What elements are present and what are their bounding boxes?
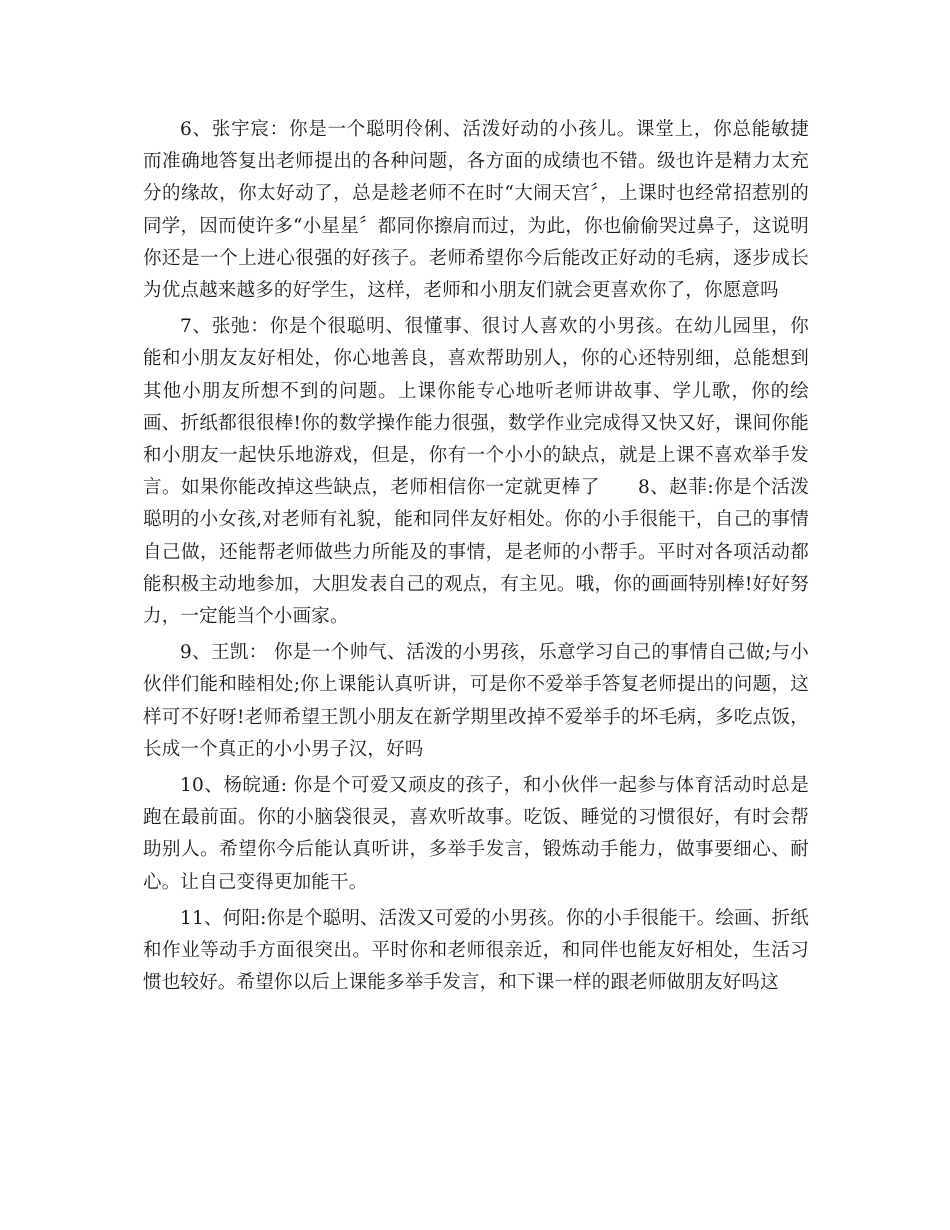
paragraph-zhang-chi-zhao-fei: 7、张弛：你是个很聪明、很懂事、很讨人喜欢的小男孩。在幼儿园里，你能和小朋友友好相处，你心地善良，喜欢帮助别人，你的心还特别细，总能想到其他小朋友所想不到的问题。上课你能专心地听老师讲故事、学儿歌，你的绘画、折纸都很很棒!你的数学操作能力很强，数学作业完成得又快又好，课间你能和小朋友一起快乐地游戏，但是，你有一个小小的缺点，就是上课不喜欢举手发言。如果你能改掉这些缺点，老师相信你一定就更棒了 8、赵菲:你是个活泼聪明的小女孩,对老师有礼貌，能和同伴友好相处。你的小手很能干，自己的事情自己做，还能帮老师做些力所能及的事情，是老师的小帮手。平时对各项活动都能积极主动地参加，大胆发表自己的观点，有主见。哦，你的画画特别棒!好好努力，一定能当个小画家。 — [143, 316, 809, 628]
paragraph-zhang-yuchen: 6、张宇宸：你是一个聪明伶俐、活泼好动的小孩儿。课堂上，你总能敏捷而准确地答复出老师提出的各种问题，各方面的成绩也不错。级也许是精力太充分的缘故，你太好动了，总是趁老师不在时“大闹天宫〞，上课时也经常招惹别的同学，因而使许多“小星星〞都同你擦肩而过，为此，你也偷偷哭过鼻子，这说明你还是一个上进心很强的好孩子。老师希望你今后能改正好动的毛病，逐步成长为优点越来越多的好学生，这样，老师和小朋友们就会更喜欢你了，你愿意吗 — [143, 119, 809, 302]
paragraph-yang-wantong: 10、杨皖通: 你是个可爱又顽皮的孩子，和小伙伴一起参与体育活动时总是跑在最前面。你的小脑袋很灵，喜欢听故事。吃饭、睡觉的习惯很好，有时会帮助别人。希望你今后能认真听讲，多举手发言，锻炼动手能力，做事要细心、耐心。让自己变得更加能干。 — [143, 775, 809, 893]
document-body — [143, 114, 809, 1003]
paragraph-wang-kai: 9、王凯： 你是一个帅气、活泼的小男孩，乐意学习自己的事情自己做;与小伙伴们能和睦相处;你上课能认真听讲，可是你不爱举手答复老师提出的问题，这样可不好呀!老师希望王凯小朋友在新学期里改掉不爱举手的坏毛病，多吃点饭，长成一个真正的小小男子汉，好吗 — [143, 642, 809, 760]
paragraph-he-yang: 11、何阳:你是个聪明、活泼又可爱的小男孩。你的小手很能干。绘画、折纸和作业等动手方面很突出。平时你和老师很亲近，和同伴也能友好相处，生活习惯也较好。希望你以后上课能多举手发言，和下课一样的跟老师做朋友好吗这 — [143, 907, 809, 994]
